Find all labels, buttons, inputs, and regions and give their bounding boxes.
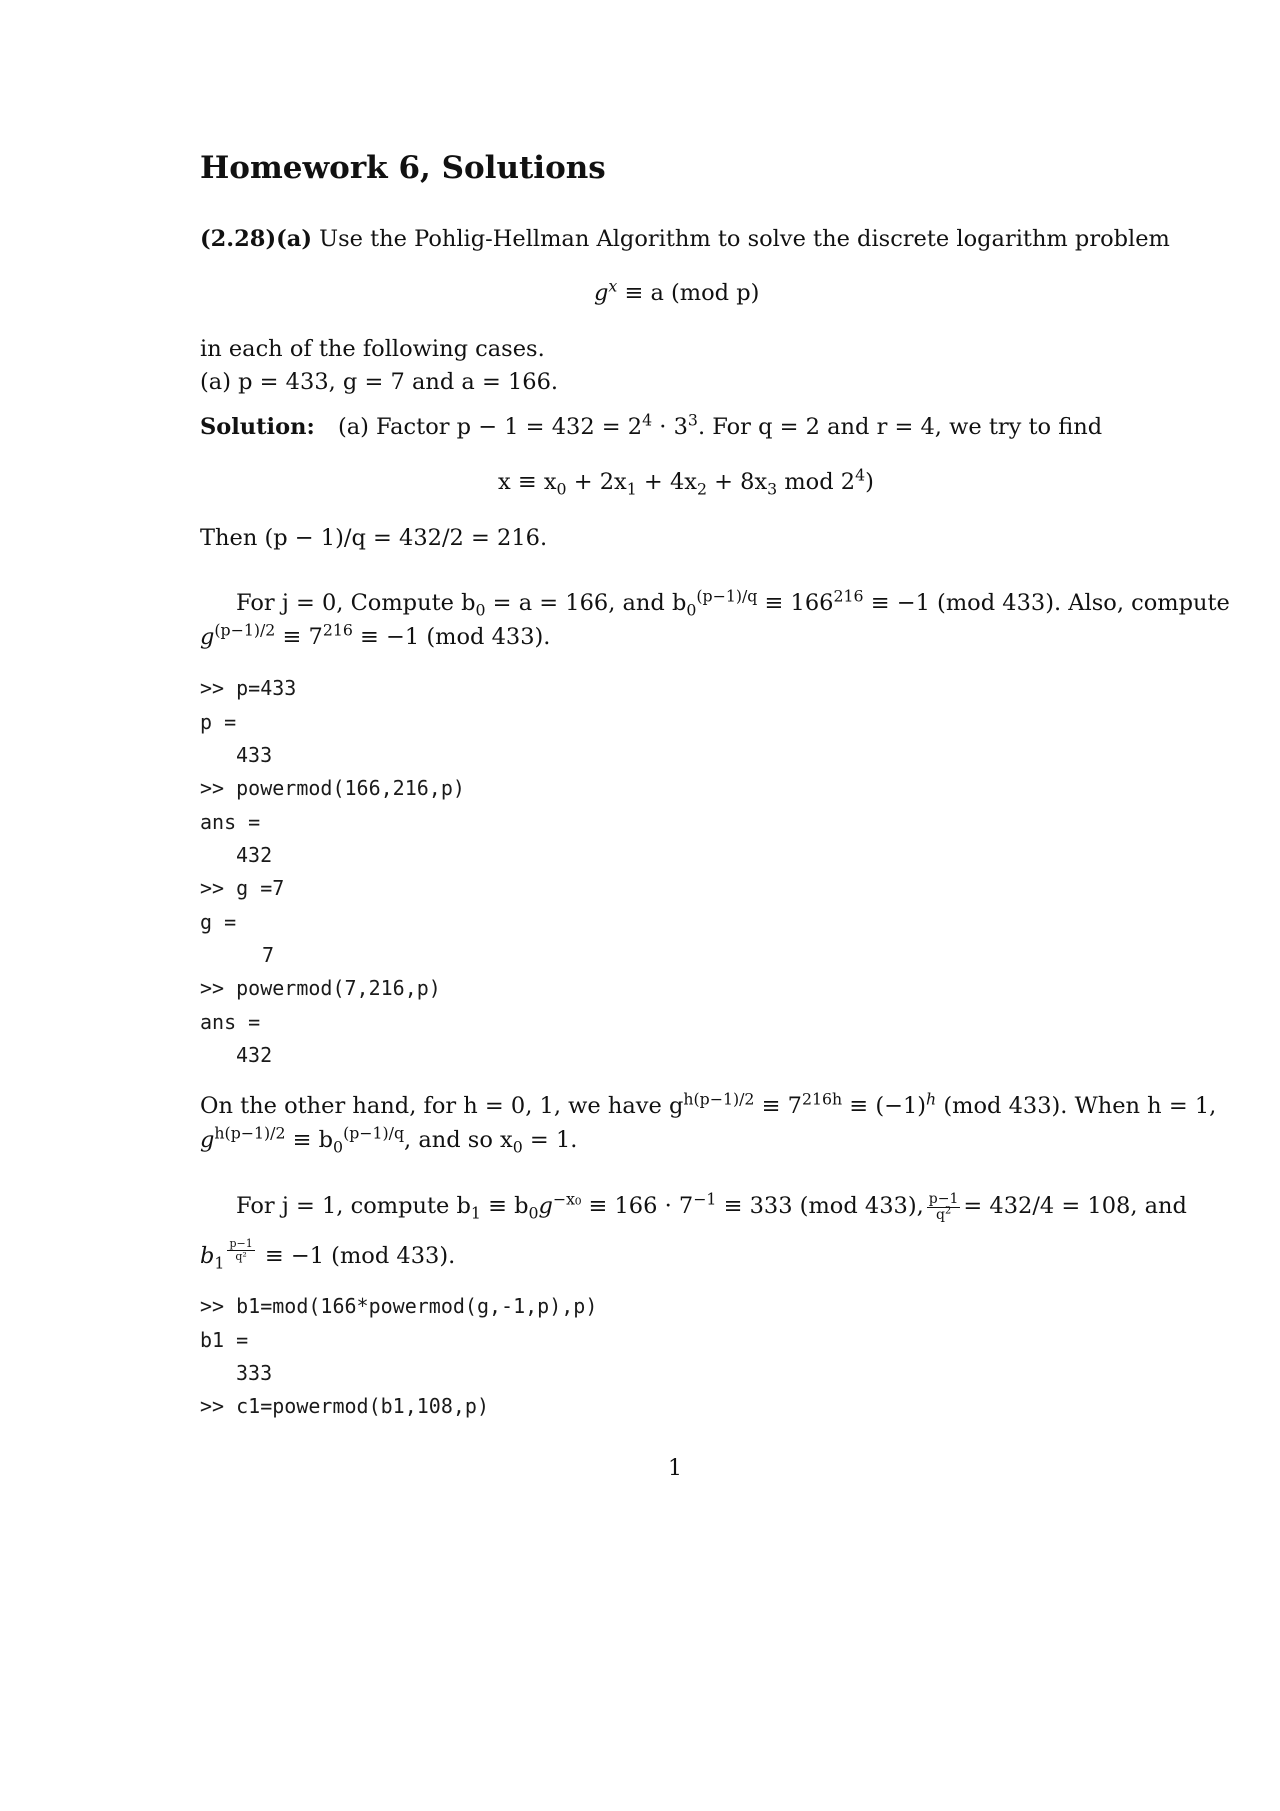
solution-factor-text: (a) Factor p − 1 = 432 = 2 [337,414,643,440]
j0-p2: = a = 166, and b [485,590,687,616]
code-line: 7 [262,943,275,967]
j0-p5: ≡ 7 [275,624,323,650]
solution-line: Solution: (a) Factor $p - 1 = 432 = 2^4 \cdot 3^3$. For q = 2 and r = 4, we try to find [200,410,1103,440]
fraction: $\frac{p-1}{q^2}$ [928,1191,959,1223]
code-line: 333 [236,1361,273,1385]
j1-p2: ≡ b [480,1193,529,1220]
code-line: >> powermod(166,216,p) [200,776,465,800]
j0-line2: $g^{(p-1)/2} \equiv 7^{216} \equiv -1$ (mod 433). [200,620,551,650]
other-p2: ≡ 7 [754,1093,802,1119]
j0-line1: For j = 0, Compute $b_0 = a = 166$, and $b_0^{(p-1)/q} \equiv 166^{216} \equiv -1$ (mod 433). Also, compute [236,586,1230,620]
code-line: 432 [236,1043,273,1067]
other-p5: ≡ b [285,1127,334,1153]
j1-p3: ≡ 166 · 7 [581,1193,694,1220]
code-line: p = [200,710,237,734]
eq-x-b: + 2x [566,469,627,495]
j1-p5: = 432/4 = 108, and [963,1193,1187,1220]
other-p7: = 1. [522,1127,578,1153]
code-line: >> p=433 [200,676,297,700]
code-line: g = [200,910,237,934]
other-p6: , and so x [404,1127,513,1153]
other-p3: ≡ (−1) [842,1093,927,1119]
problem-label: (2.28)(a) [200,226,312,252]
code-line: 433 [236,743,273,767]
solution-factor-text-b: · 3 [652,414,688,440]
code-line: >> c1=powermod(b1,108,p) [200,1394,489,1418]
other-p4: (mod 433). When h = 1, [936,1093,1217,1119]
other-hand-line1: On the other hand, for h = 0, 1, we have $g^{h(p-1)/2} \equiv 7^{216h} \equiv (-1)^h$ (mod 433). When h = 1, [200,1089,1217,1119]
code-line: >> g =7 [200,876,285,900]
solution-factor-text-c: . For q = 2 and r = 4, we try to find [697,414,1103,440]
eq-x-a: x ≡ x [498,469,557,495]
j0-p3: ≡ 166 [757,590,834,616]
problem-statement [200,226,1170,252]
j0-p6: ≡ −1 (mod 433). [352,624,551,650]
eq-x-c: + 4x [636,469,697,495]
j0-p4: ≡ −1 (mod 433). Also, compute [863,590,1230,616]
problem-equation-tail: ≡ a (mod p) [617,280,760,306]
j1-line1: For j = 1, compute $b_1 \equiv b_0g^{-x_0} \equiv 166 \cdot 7^{-1} \equiv 333$ (mod 433), $\frac{p-1}{q^2}$ = 432/4 = 108, and [236,1189,1187,1223]
cases-text: in each of the following cases. [200,336,545,362]
then-line: Then (p − 1)/q = 432/2 = 216. [200,525,548,551]
solution-label: Solution: [200,414,315,440]
j1-line2: $b_1$ $^{\frac{p-1}{\text{q²}}}$ ≡ −1 (mod 433). [200,1237,456,1273]
code-line: ans = [200,1010,261,1034]
code-line: b1 = [200,1328,249,1352]
x-expansion-equation: $x \equiv x_0 + 2x_1 + 4x_2 + 8x_3$ mod $2^4$) [498,465,874,499]
code-line: >> b1=mod(166*powermod(g,-1,p),p) [200,1294,598,1318]
page-number: 1 [668,1456,682,1481]
eq-x-d: + 8x [706,469,768,495]
code-line: ans = [200,810,261,834]
j1-p4: ≡ 333 (mod 433), [716,1193,924,1220]
problem-text: Use the Pohlig-Hellman Algorithm to solve the discrete logarithm problem [319,226,1170,252]
problem-equation: $g^x \equiv a$ (mod p) [594,276,760,306]
j1-p6: ≡ −1 (mod 433). [257,1243,456,1270]
j1-p1: For j = 1, compute b [236,1193,471,1220]
other-hand-line2: $g^{h(p-1)/2} \equiv b_0^{(p-1)/q}$, and so $x_0 = 1$. [200,1123,578,1157]
eq-x-e: mod 2 [777,469,856,495]
case-a: (a) p = 433, g = 7 and a = 166. [200,369,559,395]
code-line: >> powermod(7,216,p) [200,976,441,1000]
code-line: 432 [236,843,273,867]
j0-p1: For j = 0, Compute b [236,590,476,616]
page-title: Homework 6, Solutions [200,150,606,186]
other-p1: On the other hand, for h = 0, 1, we have g [200,1093,684,1119]
